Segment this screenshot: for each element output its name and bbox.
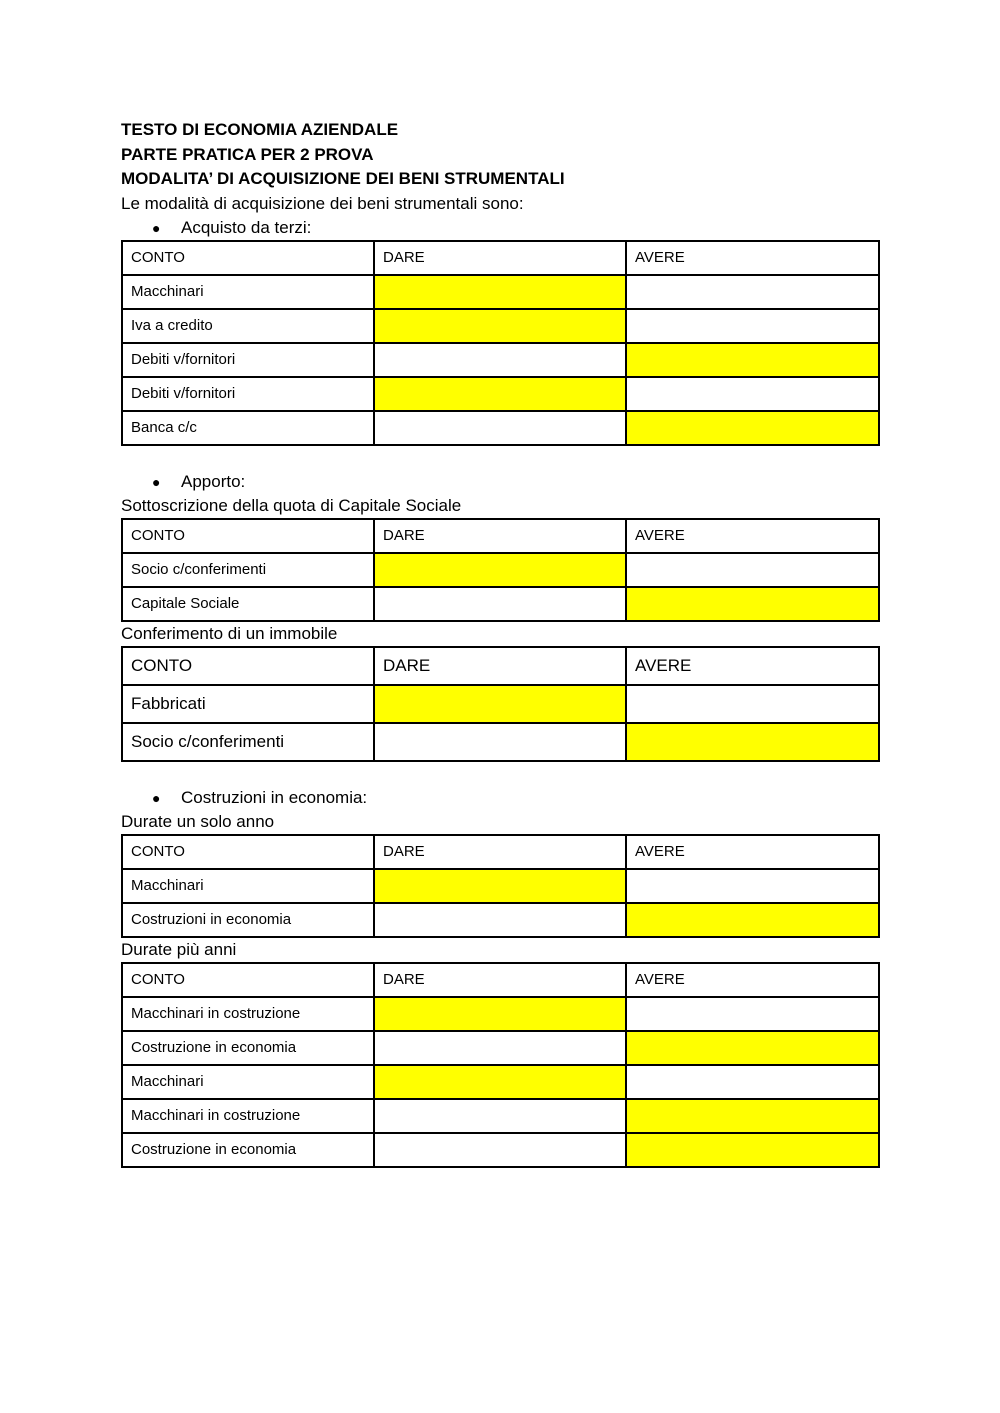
bullet-label: Apporto: xyxy=(181,471,246,491)
header-dare: DARE xyxy=(374,647,626,685)
document-subtitle: PARTE PRATICA PER 2 PROVA xyxy=(121,144,374,164)
header-dare: DARE xyxy=(374,241,626,275)
conto-cell: Costruzione in economia xyxy=(122,1031,374,1065)
dare-cell xyxy=(374,903,626,937)
header-avere: AVERE xyxy=(626,963,879,997)
header-conto: CONTO xyxy=(122,241,374,275)
table-row xyxy=(122,869,879,903)
table-header-row xyxy=(122,241,879,275)
bullet-icon: ● xyxy=(152,219,161,236)
subsection-title: Conferimento di un immobile xyxy=(121,623,338,643)
conto-cell: Macchinari in costruzione xyxy=(122,1099,374,1133)
conto-cell: Macchinari xyxy=(122,275,374,309)
dare-cell-highlighted xyxy=(374,309,626,343)
conto-cell: Macchinari in costruzione xyxy=(122,997,374,1031)
table-row xyxy=(122,997,879,1031)
table-row xyxy=(122,903,879,937)
dare-cell xyxy=(374,587,626,621)
dare-cell-highlighted xyxy=(374,997,626,1031)
conto-cell: Macchinari xyxy=(122,1065,374,1099)
avere-cell xyxy=(626,553,879,587)
header-dare: DARE xyxy=(374,835,626,869)
header-conto: CONTO xyxy=(122,647,374,685)
avere-cell xyxy=(626,309,879,343)
avere-cell xyxy=(626,997,879,1031)
dare-cell xyxy=(374,1099,626,1133)
ledger-table-piu-anni xyxy=(121,962,880,1168)
table-row xyxy=(122,343,879,377)
conto-cell: Costruzioni in economia xyxy=(122,903,374,937)
header-conto: CONTO xyxy=(122,963,374,997)
conto-cell: Macchinari xyxy=(122,869,374,903)
header-dare: DARE xyxy=(374,963,626,997)
header-conto: CONTO xyxy=(122,519,374,553)
document-page xyxy=(121,118,878,1168)
table-header-row xyxy=(122,647,879,685)
bullet-icon: ● xyxy=(152,473,161,490)
bullet-apporto xyxy=(121,470,878,494)
dare-cell-highlighted xyxy=(374,377,626,411)
table-header-row xyxy=(122,835,879,869)
dare-cell xyxy=(374,411,626,445)
document-title: TESTO DI ECONOMIA AZIENDALE xyxy=(121,120,399,139)
dare-cell xyxy=(374,1133,626,1167)
dare-cell-highlighted xyxy=(374,275,626,309)
avere-cell-highlighted xyxy=(626,343,879,377)
table-row xyxy=(122,275,879,309)
conto-cell: Debiti v/fornitori xyxy=(122,343,374,377)
subsection-title: Durate più anni xyxy=(121,939,237,959)
table-row xyxy=(122,587,879,621)
ledger-table-acquisto xyxy=(121,240,880,446)
dare-cell xyxy=(374,1031,626,1065)
header-avere: AVERE xyxy=(626,647,879,685)
avere-cell xyxy=(626,1065,879,1099)
conto-cell: Fabbricati xyxy=(122,685,374,723)
subsection-title: Sottoscrizione della quota di Capitale Sociale xyxy=(121,495,462,515)
avere-cell xyxy=(626,377,879,411)
dare-cell xyxy=(374,723,626,761)
avere-cell-highlighted xyxy=(626,587,879,621)
avere-cell xyxy=(626,869,879,903)
avere-cell-highlighted xyxy=(626,723,879,761)
ledger-table-sottoscrizione xyxy=(121,518,880,622)
table-row xyxy=(122,1031,879,1065)
bullet-icon: ● xyxy=(152,789,161,806)
avere-cell xyxy=(626,275,879,309)
conto-cell: Socio c/conferimenti xyxy=(122,723,374,761)
ledger-table-un-anno xyxy=(121,834,880,938)
table-row xyxy=(122,411,879,445)
table-row xyxy=(122,1065,879,1099)
bullet-label: Acquisto da terzi: xyxy=(181,217,312,237)
conto-cell: Banca c/c xyxy=(122,411,374,445)
avere-cell xyxy=(626,685,879,723)
table-row xyxy=(122,685,879,723)
header-dare: DARE xyxy=(374,519,626,553)
avere-cell-highlighted xyxy=(626,903,879,937)
dare-cell-highlighted xyxy=(374,685,626,723)
avere-cell-highlighted xyxy=(626,1099,879,1133)
dare-cell xyxy=(374,343,626,377)
dare-cell-highlighted xyxy=(374,869,626,903)
subsection-title: Durate un solo anno xyxy=(121,811,275,831)
header-avere: AVERE xyxy=(626,519,879,553)
table-row xyxy=(122,1133,879,1167)
table-row xyxy=(122,553,879,587)
conto-cell: Debiti v/fornitori xyxy=(122,377,374,411)
table-row xyxy=(122,1099,879,1133)
ledger-table-conferimento xyxy=(121,646,880,762)
header-conto: CONTO xyxy=(122,835,374,869)
dare-cell-highlighted xyxy=(374,1065,626,1099)
conto-cell: Socio c/conferimenti xyxy=(122,553,374,587)
conto-cell: Iva a credito xyxy=(122,309,374,343)
bullet-acquisto xyxy=(121,216,878,240)
table-row xyxy=(122,309,879,343)
table-header-row xyxy=(122,963,879,997)
table-row xyxy=(122,723,879,761)
header-avere: AVERE xyxy=(626,241,879,275)
avere-cell-highlighted xyxy=(626,1031,879,1065)
dare-cell-highlighted xyxy=(374,553,626,587)
conto-cell: Costruzione in economia xyxy=(122,1133,374,1167)
header-avere: AVERE xyxy=(626,835,879,869)
table-header-row xyxy=(122,519,879,553)
section-heading: MODALITA’ DI ACQUISIZIONE DEI BENI STRUMENTALI xyxy=(121,169,565,188)
table-row xyxy=(122,377,879,411)
avere-cell-highlighted xyxy=(626,411,879,445)
bullet-costruzioni xyxy=(121,786,878,810)
intro-text: Le modalità di acquisizione dei beni strumentali sono: xyxy=(121,193,524,213)
bullet-label: Costruzioni in economia: xyxy=(181,787,368,807)
conto-cell: Capitale Sociale xyxy=(122,587,374,621)
avere-cell-highlighted xyxy=(626,1133,879,1167)
